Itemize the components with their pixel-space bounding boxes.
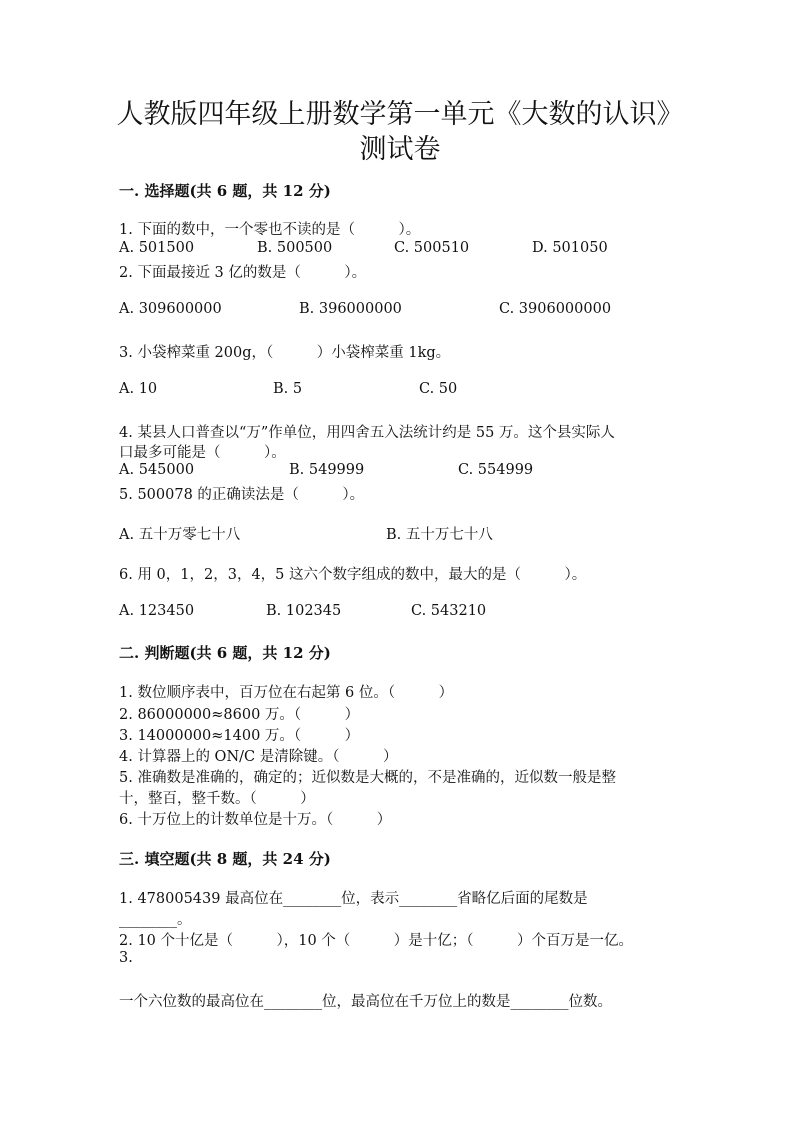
option-row bbox=[119, 603, 699, 623]
option: C. 3906000000 bbox=[499, 301, 612, 317]
option: A. 545000 bbox=[119, 462, 195, 478]
judgment-item: 1. 数位顺序表中，百万位在右起第 6 位。（ ） bbox=[119, 685, 454, 701]
option: B. 500500 bbox=[257, 240, 333, 256]
option: B. 549999 bbox=[289, 462, 365, 478]
option: A. 309600000 bbox=[119, 301, 222, 317]
question-text: 2. 下面最接近 3 亿的数是（ ）。 bbox=[119, 265, 367, 281]
option: C. 554999 bbox=[458, 462, 534, 478]
option-row bbox=[119, 381, 699, 401]
option: C. 50 bbox=[419, 381, 458, 397]
question-text: 1. 下面的数中，一个零也不读的是（ ）。 bbox=[119, 222, 421, 238]
option: B. 5 bbox=[273, 381, 303, 397]
option-row bbox=[119, 240, 699, 260]
judgment-item: 3. 14000000≈1400 万。（ ） bbox=[119, 728, 360, 744]
fill-item: 一个六位数的最高位在________位，最高位在千万位上的数是________位数。 bbox=[119, 994, 612, 1010]
judgment-item: 5. 准确数是准确的，确定的；近似数是大概的，不是准确的，近似数一般是整 bbox=[119, 770, 616, 786]
judgment-item: 十，整百，整千数。（ ） bbox=[119, 791, 315, 807]
fill-item: 1. 478005439 最高位在________位，表示________省略亿后面的尾数是 bbox=[119, 891, 588, 907]
question-text: 4. 某县人口普查以“万”作单位，用四舍五入法统计约是 55 万。这个县实际人 bbox=[119, 425, 615, 441]
question-text: 6. 用 0，1，2，3，4，5 这六个数字组成的数中，最大的是（ ）。 bbox=[119, 567, 587, 583]
option: B. 五十万七十八 bbox=[386, 527, 493, 543]
option: A. 123450 bbox=[119, 603, 195, 619]
section-heading: 二. 判断题(共 6 题，共 12 分) bbox=[119, 644, 331, 662]
fill-item: ________。 bbox=[119, 912, 192, 928]
question-text: 5. 500078 的正确读法是（ ）。 bbox=[119, 487, 365, 503]
option: A. 501500 bbox=[119, 240, 195, 256]
option: C. 500510 bbox=[394, 240, 470, 256]
option: B. 102345 bbox=[266, 603, 342, 619]
section-heading: 一. 选择题(共 6 题，共 12 分) bbox=[119, 182, 331, 200]
section-heading: 三. 填空题(共 8 题，共 24 分) bbox=[119, 850, 331, 868]
judgment-item: 6. 十万位上的计数单位是十万。（ ） bbox=[119, 812, 392, 828]
option: A. 五十万零七十八 bbox=[119, 527, 241, 543]
option-row bbox=[119, 462, 699, 482]
page-title: 人教版四年级上册数学第一单元《大数的认识》测试卷 bbox=[116, 99, 684, 165]
option-row bbox=[119, 523, 699, 543]
option-row bbox=[119, 301, 699, 321]
fill-item: 2. 10 个十亿是（ ），10 个（ ）是十亿；（ ）个百万是一亿。 bbox=[119, 933, 634, 949]
judgment-item: 4. 计算器上的 ON/C 是清除键。（ ） bbox=[119, 749, 398, 765]
judgment-item: 2. 86000000≈8600 万。（ ） bbox=[119, 707, 360, 723]
option: D. 501050 bbox=[532, 240, 608, 256]
fill-item: 3. bbox=[119, 950, 133, 966]
option: C. 543210 bbox=[411, 603, 487, 619]
option: B. 396000000 bbox=[299, 301, 402, 317]
question-text: 口最多可能是（ ）。 bbox=[119, 445, 286, 461]
option: A. 10 bbox=[119, 381, 158, 397]
question-text: 3. 小袋榨菜重 200g，（ ）小袋榨菜重 1kg。 bbox=[119, 345, 451, 361]
